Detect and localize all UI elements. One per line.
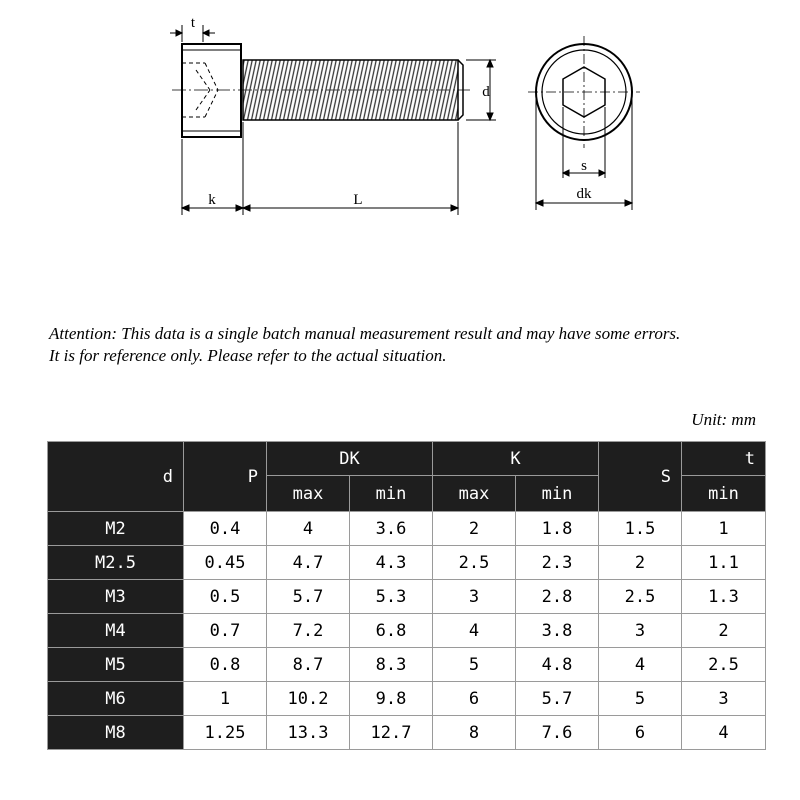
subheader-dk-max: max: [267, 476, 350, 512]
header-p: P: [184, 442, 267, 512]
subheader-k-max: max: [433, 476, 516, 512]
cell-dk-max: 5.7: [267, 580, 350, 614]
cell-pitch: 1: [184, 682, 267, 716]
cell-pitch: 0.4: [184, 512, 267, 546]
cell-t-min: 2.5: [682, 648, 766, 682]
screw-top-view: [528, 36, 640, 210]
unit-label: Unit: mm: [691, 410, 756, 429]
label-d: d: [482, 84, 490, 100]
subheader-t-min: min: [682, 476, 766, 512]
cell-t-min: 4: [682, 716, 766, 750]
cell-k-min: 5.7: [516, 682, 599, 716]
cell-k-max: 3: [433, 580, 516, 614]
screw-head-outline: [182, 44, 241, 137]
screw-side-view: [170, 15, 496, 215]
cell-size: M2: [48, 512, 184, 546]
table-row: [48, 580, 766, 614]
cell-dk-max: 7.2: [267, 614, 350, 648]
header-k: K: [433, 442, 599, 476]
cell-s: 2.5: [599, 580, 682, 614]
table-row: [48, 546, 766, 580]
label-t: t: [190, 15, 196, 31]
table-row: [48, 614, 766, 648]
cell-size: M6: [48, 682, 184, 716]
cell-k-min: 2.3: [516, 546, 599, 580]
screw-dimension-diagram: [0, 0, 800, 230]
cell-dk-min: 9.8: [350, 682, 433, 716]
cell-pitch: 0.7: [184, 614, 267, 648]
threaded-shank: [243, 60, 458, 120]
table-row: [48, 716, 766, 750]
subheader-k-min: min: [516, 476, 599, 512]
header-t: t: [682, 442, 766, 476]
table-body: [48, 512, 766, 750]
cell-dk-max: 8.7: [267, 648, 350, 682]
cell-s: 4: [599, 648, 682, 682]
cell-size: M5: [48, 648, 184, 682]
cell-t-min: 1.1: [682, 546, 766, 580]
cell-t-min: 2: [682, 614, 766, 648]
cell-s: 3: [599, 614, 682, 648]
cell-size: M2.5: [48, 546, 184, 580]
header-dk: DK: [267, 442, 433, 476]
cell-dk-min: 3.6: [350, 512, 433, 546]
attention-line-2: It is for reference only. Please refer to the actual situation.: [49, 346, 447, 365]
cell-k-max: 2.5: [433, 546, 516, 580]
cell-k-max: 4: [433, 614, 516, 648]
cell-s: 5: [599, 682, 682, 716]
cell-s: 6: [599, 716, 682, 750]
label-k: k: [208, 192, 216, 208]
cell-dk-min: 5.3: [350, 580, 433, 614]
label-dk: dk: [576, 186, 592, 202]
cell-k-min: 4.8: [516, 648, 599, 682]
cell-dk-min: 12.7: [350, 716, 433, 750]
cell-dk-min: 4.3: [350, 546, 433, 580]
cell-size: M4: [48, 614, 184, 648]
cell-pitch: 0.8: [184, 648, 267, 682]
subheader-dk-min: min: [350, 476, 433, 512]
cell-dk-min: 8.3: [350, 648, 433, 682]
cell-k-min: 1.8: [516, 512, 599, 546]
cell-pitch: 1.25: [184, 716, 267, 750]
cell-dk-min: 6.8: [350, 614, 433, 648]
table-row: [48, 648, 766, 682]
attention-line-1: Attention: This data is a single batch manual measurement result and may have some errors.: [49, 324, 681, 343]
attention-note: [49, 323, 789, 367]
cell-s: 1.5: [599, 512, 682, 546]
cell-k-min: 7.6: [516, 716, 599, 750]
cell-s: 2: [599, 546, 682, 580]
cell-pitch: 0.45: [184, 546, 267, 580]
cell-k-max: 8: [433, 716, 516, 750]
cell-k-max: 2: [433, 512, 516, 546]
cell-dk-max: 10.2: [267, 682, 350, 716]
cell-dk-max: 4.7: [267, 546, 350, 580]
cell-dk-max: 4: [267, 512, 350, 546]
cell-size: M3: [48, 580, 184, 614]
cell-k-min: 2.8: [516, 580, 599, 614]
cell-t-min: 1: [682, 512, 766, 546]
cell-pitch: 0.5: [184, 580, 267, 614]
header-d: d: [48, 442, 184, 512]
label-L: L: [353, 192, 363, 208]
specification-table: [47, 441, 766, 750]
cell-t-min: 3: [682, 682, 766, 716]
cell-k-max: 6: [433, 682, 516, 716]
cell-t-min: 1.3: [682, 580, 766, 614]
label-s: s: [581, 158, 587, 174]
cell-size: M8: [48, 716, 184, 750]
header-row-main: [48, 442, 766, 476]
cell-k-max: 5: [433, 648, 516, 682]
cell-dk-max: 13.3: [267, 716, 350, 750]
header-s: S: [599, 442, 682, 512]
table-row: [48, 512, 766, 546]
table-row: [48, 682, 766, 716]
cell-k-min: 3.8: [516, 614, 599, 648]
